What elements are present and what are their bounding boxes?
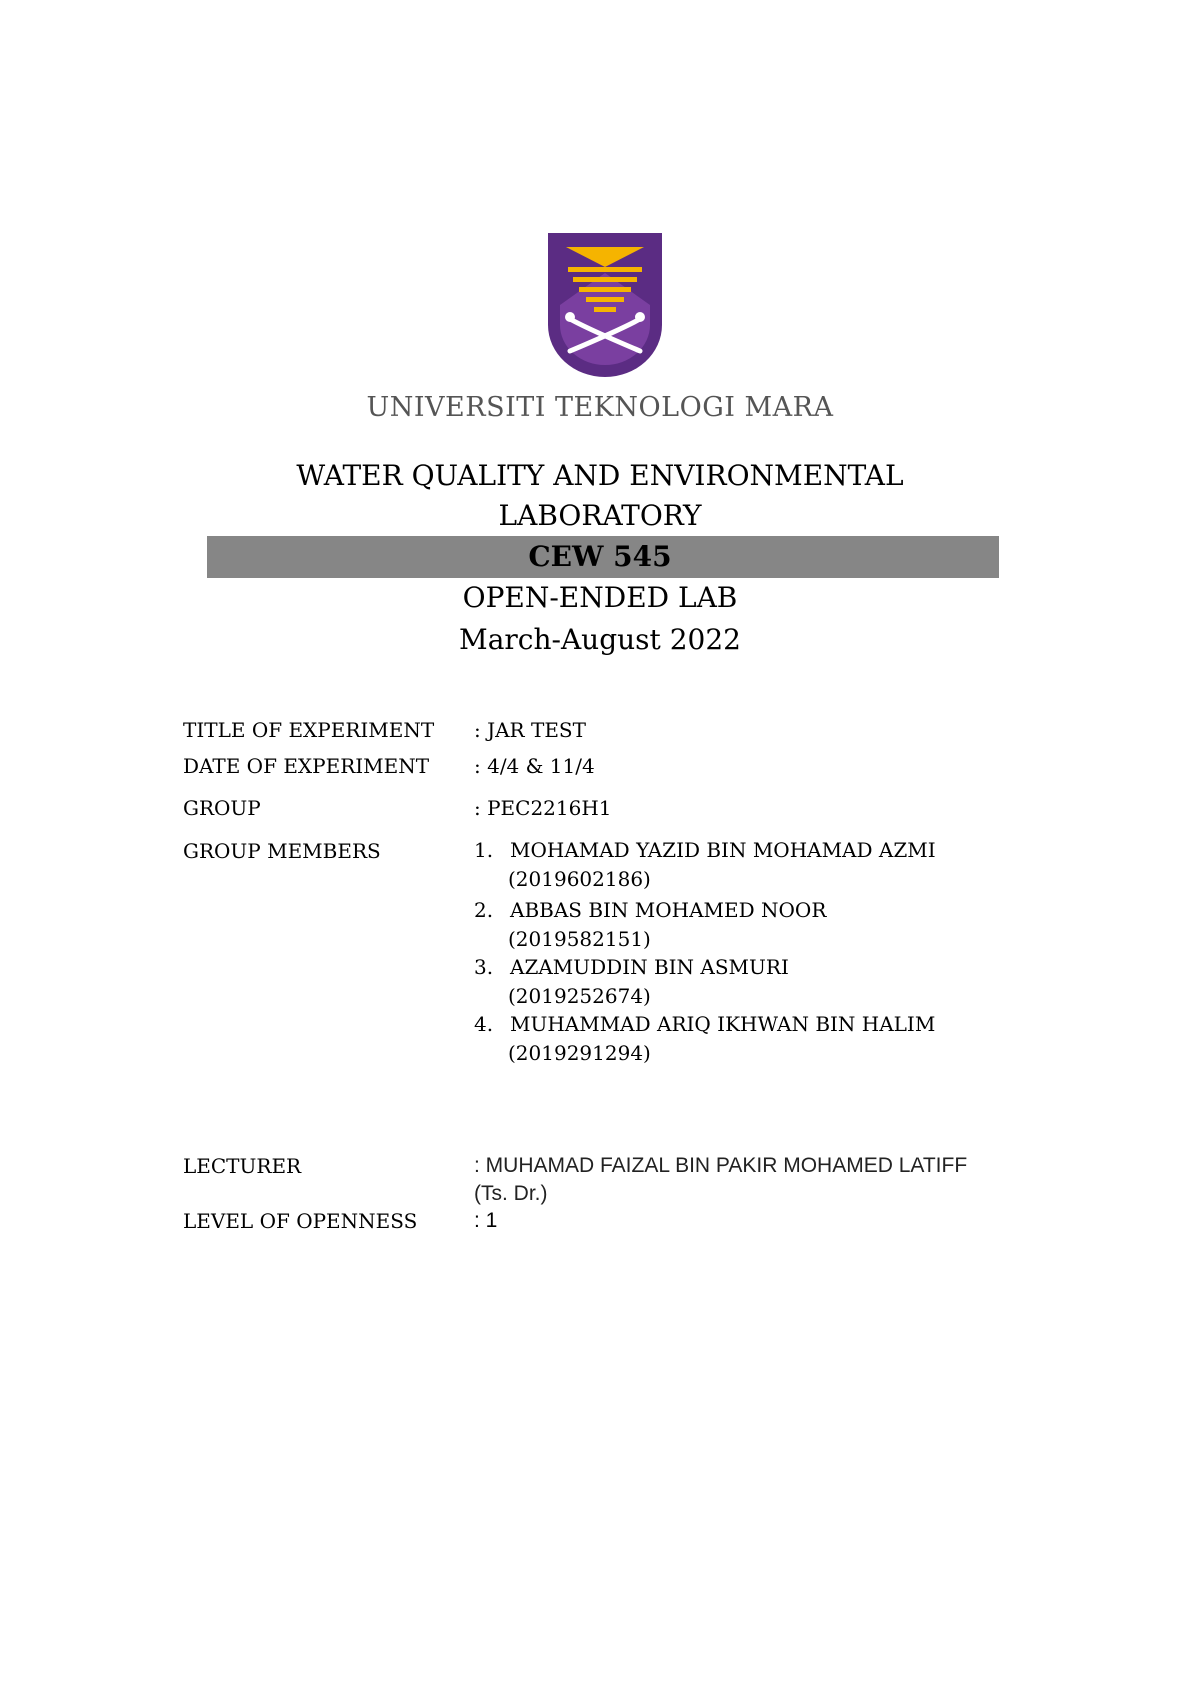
group-value: : PEC2216H1 [474,796,612,820]
university-name: UNIVERSITI TEKNOLOGI MARA [366,392,834,423]
member-number: 1. [474,838,494,862]
member-item [474,896,994,954]
lecturer-value: : MUHAMAD FAIZAL BIN PAKIR MOHAMED LATIFF (Ts. Dr.) [474,1154,968,1205]
member-number: 2. [474,898,494,922]
member-id: (2019602186) [508,867,651,891]
date-value: : 4/4 & 11/4 [474,754,595,778]
report-title-line2: LABORATORY [498,499,702,532]
member-item [474,953,994,1011]
member-name: MUHAMMAD ARIQ IKHWAN BIN HALIM [510,1012,936,1036]
university-logo [548,233,662,377]
member-item [474,1010,994,1068]
member-name: ABBAS BIN MOHAMED NOOR [510,898,827,922]
member-name: MOHAMAD YAZID BIN MOHAMAD AZMI [510,838,936,862]
member-id: (2019582151) [508,927,651,951]
member-number: 4. [474,1012,494,1036]
lab-type: OPEN-ENDED LAB [462,581,738,614]
uitm-crest-icon [548,233,662,377]
member-name: AZAMUDDIN BIN ASMURI [510,955,789,979]
title-label: TITLE OF EXPERIMENT [183,718,435,742]
semester: March-August 2022 [459,623,741,656]
group-label: GROUP [183,796,261,820]
openness-label: LEVEL OF OPENNESS [183,1209,418,1233]
openness-value: : 1 [474,1209,498,1232]
member-item [474,836,994,894]
member-number: 3. [474,955,494,979]
course-code: CEW 545 [528,540,672,573]
lecturer-label: LECTURER [183,1154,302,1178]
date-label: DATE OF EXPERIMENT [183,754,430,778]
report-title-line1: WATER QUALITY AND ENVIRONMENTAL [296,459,904,492]
title-value: : JAR TEST [474,718,586,742]
member-id: (2019291294) [508,1041,651,1065]
members-label: GROUP MEMBERS [183,839,381,863]
member-id: (2019252674) [508,984,651,1008]
